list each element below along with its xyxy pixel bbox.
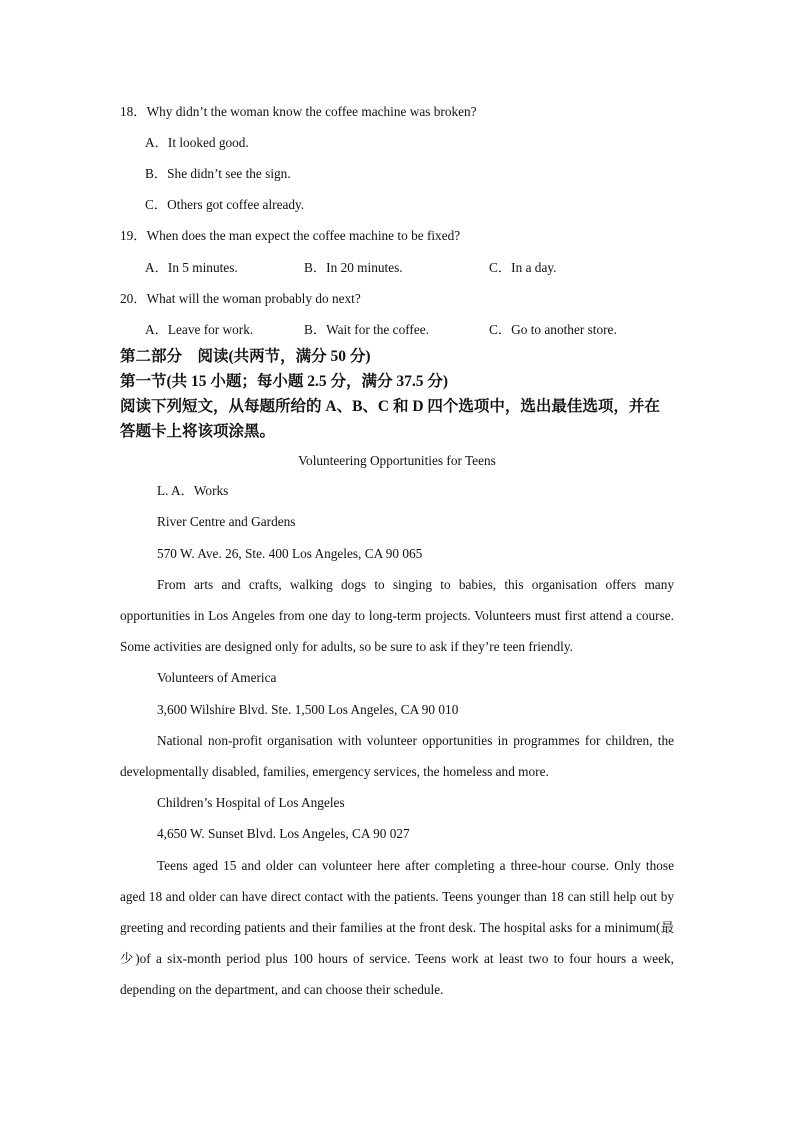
entry-2-description: National non-profit organisation with volunteer opportunities in programmes for children, the developmentally disabled, families, emergency services, the homeless and more.	[120, 733, 674, 779]
entry-3-description: Teens aged 15 and older can volunteer here after completing a three-hour course. Only those aged 18 and older can have direct contact with the patients. Teens younger than 18 can still help out by greeting and recording patients and their families at the front desk. The hospital asks for a minimum(最少)of a six-month period plus 100 hours of service. Teens work at least two to four hours a week, depending on the department, and can choose their schedule.	[120, 858, 674, 997]
entry-1-subname: River Centre and Gardens	[157, 514, 296, 529]
question-19-stem: 19．When does the man expect the coffee machine to be fixed?	[120, 228, 461, 243]
question-18-option-a: A．It looked good.	[145, 135, 249, 150]
part-two-heading: 第二部分 阅读(共两节，满分 50 分)	[120, 348, 371, 365]
question-20-option-a: A．Leave for work.	[145, 322, 254, 337]
question-20-option-b: B．Wait for the coffee.	[304, 322, 429, 337]
entry-1-name: L. A．Works	[157, 483, 229, 498]
section-one-heading: 第一节(共 15 小题；每小题 2.5 分，满分 37.5 分)	[120, 373, 449, 390]
instruction-line-2: 答题卡上将该项涂黑。	[120, 423, 276, 440]
entry-2-address: 3,600 Wilshire Blvd. Ste. 1,500 Los Angeles, CA 90 010	[157, 702, 459, 717]
entry-3-address: 4,650 W. Sunset Blvd. Los Angeles, CA 90 027	[157, 826, 410, 841]
question-18-stem: 18．Why didn’t the woman know the coffee machine was broken?	[120, 104, 477, 119]
instruction-line-1: 阅读下列短文，从每题所给的 A、B、C 和 D 四个选项中，选出最佳选项，并在	[120, 398, 660, 415]
passage-title: Volunteering Opportunities for Teens	[298, 453, 496, 468]
entry-1-address: 570 W. Ave. 26, Ste. 400 Los Angeles, CA 90 065	[157, 546, 423, 561]
entry-3-name: Children’s Hospital of Los Angeles	[157, 795, 345, 810]
question-19-option-a: A．In 5 minutes.	[145, 260, 238, 275]
question-20-option-c: C．Go to another store.	[489, 322, 617, 337]
question-18-option-c: C．Others got coffee already.	[145, 197, 305, 212]
question-19-option-c: C．In a day.	[489, 260, 557, 275]
question-20-stem: 20．What will the woman probably do next?	[120, 291, 361, 306]
entry-2-name: Volunteers of America	[157, 670, 277, 685]
question-18-option-b: B．She didn’t see the sign.	[145, 166, 291, 181]
question-19-option-b: B．In 20 minutes.	[304, 260, 403, 275]
entry-1-description: From arts and crafts, walking dogs to singing to babies, this organisation offers many opportunities in Los Angeles from one day to long-term projects. Volunteers must first attend a course. Some activities are designed only for adults, so be sure to ask if they’re teen friendly.	[120, 577, 674, 654]
